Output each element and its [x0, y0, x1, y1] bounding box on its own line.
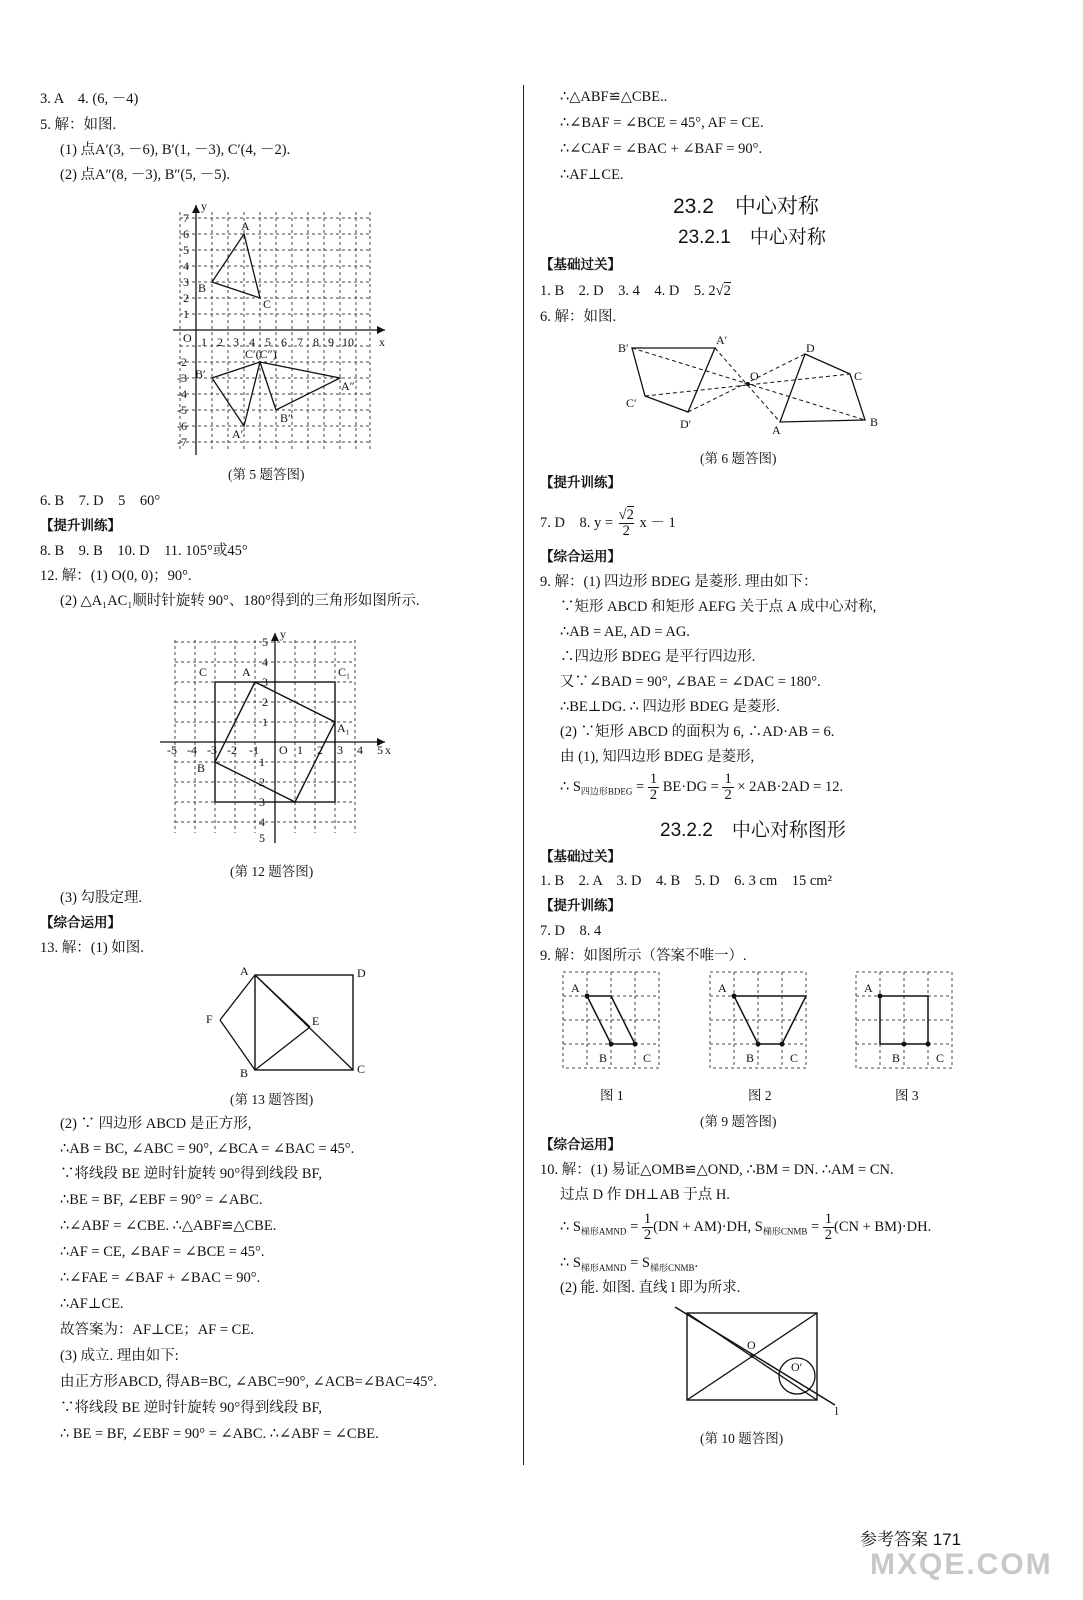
radicand: 2	[626, 507, 634, 523]
formula-text: =	[636, 778, 645, 795]
section-heading: 【提升训练】	[540, 898, 621, 913]
denominator: 2	[622, 523, 630, 539]
formula-line	[560, 772, 843, 806]
svg-text:O: O	[183, 331, 192, 345]
fraction	[642, 1212, 653, 1243]
svg-text:C₁: C₁	[338, 665, 351, 679]
answer-line: (2) ∵ 四边形 ABCD 是正方形,	[60, 1116, 252, 1132]
fraction	[823, 1212, 834, 1243]
answer-line: 过点 D 作 DH⊥AB 于点 H.	[560, 1187, 730, 1203]
figure-13-square-diagram	[200, 965, 380, 1080]
figure-caption: (第 10 题答图)	[700, 1431, 784, 1446]
answer-line	[540, 508, 676, 539]
svg-text:5: 5	[265, 335, 271, 349]
subscript: 梯形CNMB	[649, 1262, 695, 1273]
answer-line: ∴AB = AE, AD = AG.	[560, 624, 690, 640]
answer-text: x － 1	[639, 514, 676, 531]
svg-text:-4: -4	[177, 387, 187, 401]
svg-text:C: C	[790, 1051, 799, 1065]
answer-line: ∵将线段 BE 逆时针旋转 90°得到线段 BF,	[60, 1166, 323, 1182]
section-heading: 【提升训练】	[540, 475, 621, 490]
answer-line: ∵矩形 ABCD 和矩形 AEFG 关于点 A 成中心对称,	[560, 599, 877, 615]
section-heading: 【综合运用】	[40, 915, 121, 930]
svg-text:3: 3	[183, 275, 189, 289]
answer-line: ∴BE = BF, ∠EBF = 90° = ∠ABC.	[60, 1192, 263, 1208]
svg-text:4: 4	[357, 743, 363, 757]
svg-text:3: 3	[259, 795, 265, 809]
subscript: 四边形BDEG	[580, 786, 633, 797]
svg-text:2: 2	[183, 291, 189, 305]
fraction	[722, 772, 733, 803]
formula-text: (DN + AM)·DH, S	[653, 1218, 763, 1235]
svg-text:B: B	[892, 1051, 901, 1065]
svg-text:7: 7	[297, 335, 303, 349]
answer-line: ∴∠BAF = ∠BCE = 45°, AF = CE.	[560, 115, 764, 131]
answer-line: (1) 点A′(3, －6), B′(1, －3), C′(4, －2).	[60, 142, 291, 158]
svg-text:C: C	[263, 297, 272, 311]
svg-text:4: 4	[249, 335, 255, 349]
formula-text: ∴ S	[560, 1255, 581, 1271]
svg-text:B′: B′	[618, 341, 629, 355]
section-heading: 【综合运用】	[540, 549, 621, 564]
figure-label: 图 1	[600, 1088, 624, 1103]
denominator: 2	[824, 1227, 833, 1243]
figure-6-central-symmetry	[610, 332, 895, 442]
svg-text:C′(C″): C′(C″)	[245, 347, 277, 361]
svg-text:A₁: A₁	[337, 721, 350, 735]
radicand: 2	[723, 283, 731, 299]
svg-text:5: 5	[377, 743, 383, 757]
figure-caption: (第 9 题答图)	[700, 1114, 777, 1129]
svg-text:B′: B′	[195, 367, 206, 381]
formula-line	[560, 1212, 931, 1246]
answer-line: ∴△ABF≌△CBE..	[560, 89, 668, 105]
answer-line: 5. 解：如图.	[40, 117, 117, 133]
svg-text:6: 6	[281, 335, 287, 349]
svg-text:-2: -2	[177, 355, 187, 369]
formula-text: (CN + BM)·DH.	[834, 1218, 932, 1235]
answer-line: 又∵∠BAD = 90°, ∠BAE = ∠DAC = 180°.	[560, 674, 821, 690]
figure-10-rectangle-line	[665, 1305, 855, 1418]
answer-line: (3) 勾股定理.	[60, 890, 143, 906]
svg-text:5: 5	[183, 243, 189, 257]
answer-line: ∴∠FAE = ∠BAF + ∠BAC = 90°.	[60, 1270, 261, 1286]
formula-text: BE·DG =	[662, 778, 719, 795]
svg-text:B″: B″	[280, 411, 294, 425]
answer-line	[540, 282, 731, 300]
fraction	[648, 772, 659, 803]
svg-text:1: 1	[262, 715, 268, 729]
svg-text:y: y	[280, 627, 286, 641]
answer-line: (2) △A₁AC₁顺时针旋转 90°、180°得到的三角形如图所示.	[60, 593, 420, 609]
svg-text:-1: -1	[249, 743, 259, 757]
svg-text:C: C	[854, 369, 863, 383]
svg-text:1: 1	[183, 307, 189, 321]
answer-line: 9. 解：(1) 四边形 BDEG 是菱形. 理由如下：	[540, 574, 818, 590]
subsection-title: 23.2.2 中心对称图形	[660, 820, 846, 841]
svg-text:1: 1	[201, 335, 207, 349]
svg-text:4: 4	[183, 259, 189, 273]
svg-text:2: 2	[217, 335, 223, 349]
formula-text: = S	[630, 1255, 650, 1271]
figure-label: 图 2	[748, 1088, 772, 1103]
svg-text:-3: -3	[207, 743, 217, 757]
svg-text:2: 2	[317, 743, 323, 757]
svg-text:A: A	[772, 423, 781, 437]
svg-text:7: 7	[183, 211, 189, 225]
answer-text: 7. D 8. y =	[540, 514, 614, 531]
answer-line: 由 (1), 知四边形 BDEG 是菱形,	[560, 749, 755, 765]
answer-line: 3. A 4. (6, －4)	[40, 91, 139, 107]
svg-text:3: 3	[337, 743, 343, 757]
svg-text:5: 5	[262, 635, 268, 649]
svg-text:C′: C′	[626, 396, 637, 410]
denominator: 2	[643, 1227, 652, 1243]
answer-line: ∴ BE = BF, ∠EBF = 90° = ∠ABC. ∴∠ABF = ∠CBE.	[60, 1426, 379, 1442]
numerator: 1	[724, 771, 732, 787]
answer-line: 8. B 9. B 10. D 11. 105°或45°	[40, 543, 248, 559]
answer-line: 6. 解：如图.	[540, 309, 617, 325]
answer-line: (2) 点A″(8, －3), B″(5, －5).	[60, 167, 230, 183]
svg-text:B: B	[599, 1051, 608, 1065]
formula-text: =	[630, 1218, 639, 1235]
svg-text:B: B	[198, 281, 207, 295]
subscript: 梯形CNMB	[762, 1226, 808, 1237]
svg-text:-6: -6	[177, 419, 187, 433]
answer-line: 7. D 8. 4	[540, 923, 602, 939]
svg-text:8: 8	[313, 335, 319, 349]
svg-text:F: F	[206, 1012, 213, 1026]
answer-line: 故答案为：AF⊥CE；AF = CE.	[60, 1322, 254, 1338]
numerator: 1	[643, 1211, 652, 1227]
subsection-title: 23.2.1 中心对称	[678, 227, 826, 248]
svg-text:C: C	[936, 1051, 945, 1065]
fraction	[619, 508, 634, 539]
formula-text: × 2AB·2AD = 12.	[737, 778, 844, 795]
svg-text:B: B	[746, 1051, 755, 1065]
svg-text:B: B	[240, 1066, 249, 1080]
answer-line: 10. 解：(1) 易证△OMB≌△OND, ∴BM = DN. ∴AM = CN.	[540, 1162, 894, 1178]
watermark: MXQE.COM	[870, 1548, 1053, 1581]
svg-text:A: A	[571, 981, 580, 995]
figure-caption: (第 13 题答图)	[230, 1092, 314, 1107]
svg-text:A: A	[242, 665, 251, 679]
svg-text:5: 5	[259, 831, 265, 845]
section-heading: 【提升训练】	[40, 518, 121, 533]
svg-text:-5: -5	[167, 743, 177, 757]
svg-text:9: 9	[328, 335, 334, 349]
answer-line: (2) 能. 如图. 直线 l 即为所求.	[560, 1280, 741, 1296]
answer-line: (3) 成立. 理由如下:	[60, 1348, 179, 1364]
figure-caption: (第 5 题答图)	[228, 467, 305, 482]
svg-text:A: A	[241, 219, 250, 233]
svg-text:C: C	[199, 665, 208, 679]
svg-text:O: O	[750, 369, 759, 383]
svg-text:D: D	[357, 966, 366, 980]
answer-line: 9. 解：如图所示（答案不唯一）.	[540, 948, 747, 964]
formula-text: =	[810, 1218, 820, 1235]
answer-line: 1. B 2. A 3. D 4. B 5. D 6. 3 cm 15 cm²	[540, 873, 832, 889]
subscript: 梯形AMND	[580, 1262, 627, 1273]
svg-text:-4: -4	[187, 743, 197, 757]
numerator: √2	[618, 507, 634, 523]
svg-text:O: O	[279, 743, 288, 757]
svg-text:O′: O′	[791, 1360, 803, 1374]
figure-9-grid-2	[710, 970, 810, 1070]
figure-label: 图 3	[895, 1088, 919, 1103]
figure-12-coordinate-grid	[155, 628, 395, 848]
section-heading: 【基础过关】	[540, 257, 621, 272]
svg-text:A: A	[864, 981, 873, 995]
svg-text:-7: -7	[177, 435, 187, 449]
svg-text:-2: -2	[227, 743, 237, 757]
answer-line: 13. 解：(1) 如图.	[40, 940, 144, 956]
svg-text:B: B	[870, 415, 879, 429]
section-title: 23.2 中心对称	[673, 195, 819, 218]
svg-text:-3: -3	[177, 371, 187, 385]
formula-text: ∴ S	[560, 1218, 581, 1235]
subscript: 梯形AMND	[580, 1226, 627, 1237]
answer-line: 12. 解：(1) O(0, 0)；90°.	[40, 568, 192, 584]
svg-text:x: x	[385, 743, 391, 757]
svg-text:A: A	[718, 981, 727, 995]
formula-line	[560, 1254, 698, 1277]
svg-text:3: 3	[262, 675, 268, 689]
svg-text:x: x	[379, 335, 385, 349]
svg-text:A′: A′	[232, 427, 244, 441]
svg-text:4: 4	[262, 655, 268, 669]
numerator: 1	[649, 771, 658, 787]
figure-caption: (第 12 题答图)	[230, 864, 314, 879]
denominator: 2	[649, 787, 658, 803]
svg-text:3: 3	[233, 335, 239, 349]
answer-line: ∴BE⊥DG. ∴ 四边形 BDEG 是菱形.	[560, 699, 780, 715]
formula-text: .	[694, 1255, 699, 1271]
svg-text:-5: -5	[177, 403, 187, 417]
svg-text:l: l	[835, 1404, 839, 1418]
figure-9-grid-3	[856, 970, 956, 1070]
svg-text:B: B	[197, 761, 206, 775]
formula-text: ∴ S	[560, 778, 581, 795]
answer-line: 6. B 7. D 5 60°	[40, 493, 161, 509]
svg-text:C: C	[643, 1051, 652, 1065]
answer-line: (2) ∵矩形 ABCD 的面积为 6, ∴AD·AB = 6.	[560, 724, 835, 740]
svg-text:10: 10	[342, 335, 354, 349]
figure-9-grid-1	[563, 970, 663, 1070]
svg-text:6: 6	[183, 227, 189, 241]
section-heading: 【综合运用】	[540, 1137, 621, 1152]
svg-text:2: 2	[259, 775, 265, 789]
answer-line: ∴AB = BC, ∠ABC = 90°, ∠BCA = ∠BAC = 45°.	[60, 1141, 355, 1157]
section-heading: 【基础过关】	[540, 849, 621, 864]
answer-line: ∵将线段 BE 逆时针旋转 90°得到线段 BF,	[60, 1400, 323, 1416]
answer-line: ∴∠ABF = ∠CBE. ∴△ABF≌△CBE.	[60, 1218, 277, 1234]
svg-text:1: 1	[297, 743, 303, 757]
answer-text: 1. B 2. D 3. 4 4. D 5. 2	[540, 283, 716, 299]
answer-line: 由正方形ABCD, 得AB=BC, ∠ABC=90°, ∠ACB=∠BAC=45°.	[60, 1374, 437, 1390]
svg-text:4: 4	[259, 815, 265, 829]
svg-text:D′: D′	[680, 417, 692, 431]
figure-caption: (第 6 题答图)	[700, 451, 777, 466]
denominator: 2	[724, 787, 732, 803]
answer-line: ∴AF⊥CE.	[60, 1296, 124, 1312]
svg-text:1: 1	[259, 755, 265, 769]
svg-text:A: A	[240, 964, 249, 978]
svg-text:E: E	[312, 1014, 320, 1028]
answer-line: ∴四边形 BDEG 是平行四边形.	[560, 649, 756, 665]
svg-text:A″: A″	[341, 379, 355, 393]
answer-line: ∴AF⊥CE.	[560, 167, 624, 183]
figure-5-coordinate-grid	[165, 200, 405, 460]
svg-text:A′: A′	[716, 333, 728, 347]
svg-text:D: D	[806, 341, 815, 355]
sqrt-sign: √	[715, 283, 724, 299]
svg-text:2: 2	[262, 695, 268, 709]
svg-text:O: O	[747, 1338, 756, 1352]
answer-line: ∴AF = CE, ∠BAF = ∠BCE = 45°.	[60, 1244, 265, 1260]
answer-line: ∴∠CAF = ∠BAC + ∠BAF = 90°.	[560, 141, 763, 157]
svg-text:C: C	[357, 1062, 366, 1076]
svg-text:y: y	[201, 199, 207, 213]
numerator: 1	[824, 1211, 833, 1227]
column-divider	[523, 85, 524, 1465]
page-footer: 参考答案 171	[860, 1530, 962, 1549]
